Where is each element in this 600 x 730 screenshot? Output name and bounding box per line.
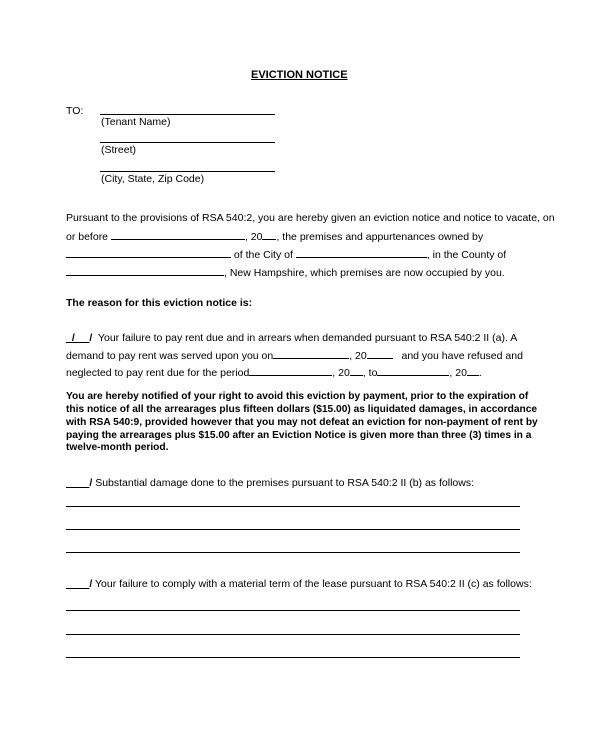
intro-line-3	[66, 248, 506, 262]
reason-a-year-prefix-1: , 20	[349, 350, 367, 362]
city-state-zip-caption: (City, State, Zip Code)	[101, 173, 205, 185]
reason-c-line	[66, 578, 532, 591]
reason-b-text: Substantial damage done to the premises pursuant to RSA 540:2 II (b) as follows:	[95, 477, 474, 489]
street-caption: (Street)	[101, 144, 137, 156]
vacate-date-blank[interactable]	[111, 230, 245, 240]
intro-line-2	[66, 230, 483, 244]
intro-nh-text: , New Hampshire, which premises are now occupied by you.	[224, 267, 505, 279]
reason-a-period-end: .	[478, 367, 482, 379]
reason-a-line-2	[66, 349, 523, 363]
demand-year-blank[interactable]	[367, 349, 393, 359]
reason-c-answer-line-1[interactable]	[66, 610, 520, 611]
reason-c-answer-line-3[interactable]	[66, 657, 520, 658]
period-from-blank[interactable]	[249, 366, 332, 376]
reason-a-line-3	[66, 366, 482, 380]
reason-a-refused-text: and you have refused and	[401, 350, 523, 362]
period-to-blank[interactable]	[377, 366, 449, 376]
reason-b-line	[66, 477, 474, 490]
reason-c-checkbox[interactable]	[66, 578, 89, 590]
reason-a-slash: /	[89, 332, 93, 344]
reason-b-checkbox[interactable]	[66, 477, 89, 489]
bold-notice-line-1: You are hereby notified of your right to avoid this eviction by payment, prior to the expiration of	[66, 391, 529, 402]
reason-c-text: Your failure to comply with a material term of the lease pursuant to RSA 540:2 II (c) as follows:	[95, 578, 532, 590]
intro-city-text: of the City of	[233, 249, 293, 261]
period-to-year-blank[interactable]	[467, 366, 479, 376]
demand-date-blank[interactable]	[273, 349, 349, 359]
intro-premises-text: , the premises and appurtenances owned by	[276, 231, 484, 243]
reason-a-checkbox[interactable]: /	[71, 332, 75, 344]
reason-a-year-prefix-3: , 20	[449, 367, 467, 379]
city-blank[interactable]	[296, 248, 427, 258]
city-state-zip-line[interactable]	[100, 171, 275, 172]
intro-line-4	[66, 266, 505, 280]
bold-notice-line-5: twelve-month period.	[66, 442, 169, 453]
reason-c-slash: /	[89, 578, 93, 590]
owner-blank[interactable]	[66, 248, 231, 258]
reason-b-answer-line-3[interactable]	[66, 552, 520, 553]
reason-b-answer-line-2[interactable]	[66, 529, 520, 530]
reason-a-period-text: neglected to pay rent due for the period	[66, 367, 250, 379]
vacate-year-blank[interactable]	[262, 230, 276, 240]
reason-a-demand-text: demand to pay rent was served upon you on	[66, 350, 274, 362]
intro-year-prefix: , 20	[244, 231, 263, 243]
reason-a-to-text: , to	[362, 367, 378, 379]
intro-line-1: Pursuant to the provisions of RSA 540:2, you are hereby given an eviction notice and notice to vacate, on	[66, 212, 555, 224]
tenant-name-line[interactable]	[100, 114, 275, 115]
bold-notice-line-3: with RSA 540:9, provided however that you may not defeat an eviction for non-payment of rent by	[66, 417, 538, 428]
county-blank[interactable]	[66, 266, 224, 276]
reason-b-slash: /	[89, 477, 93, 489]
reason-a-text-1: Your failure to pay rent due and in arrears when demanded pursuant to RSA 540:2 II (a). A	[97, 332, 518, 344]
reason-b-answer-line-1[interactable]	[66, 506, 520, 507]
tenant-name-caption: (Tenant Name)	[101, 116, 171, 128]
to-label: TO:	[66, 105, 84, 117]
intro-county-text: , in the County of	[426, 249, 507, 261]
bold-notice-line-4: paying the arrearages plus $15.00 after an Eviction Notice is given more than three (3) times in a	[66, 430, 532, 441]
street-line[interactable]	[100, 142, 275, 143]
reason-c-answer-line-2[interactable]	[66, 634, 520, 635]
period-from-year-blank[interactable]	[350, 366, 363, 376]
bold-notice-line-2: this notice of all the arrearages plus fifteen dollars ($15.00) as liquidated damages, in accordance	[66, 404, 538, 415]
reason-heading: The reason for this eviction notice is:	[66, 297, 253, 309]
intro-or-before-text: or before	[66, 231, 109, 243]
reason-a-line-1	[66, 332, 517, 345]
document-title: EVICTION NOTICE	[251, 69, 348, 81]
reason-a-year-prefix-2: , 20	[332, 367, 350, 379]
